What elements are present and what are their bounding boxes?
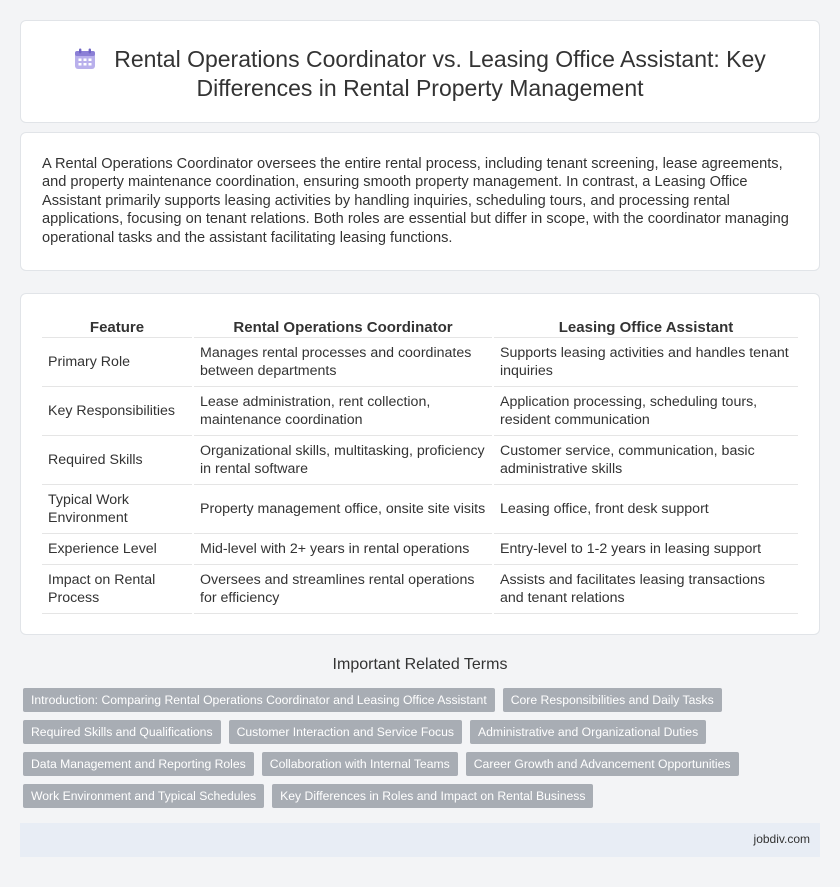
header-coordinator: Rental Operations Coordinator [193,315,493,337]
related-term-tag[interactable]: Administrative and Organizational Duties [470,720,706,744]
related-term-tag[interactable]: Customer Interaction and Service Focus [229,720,462,744]
assistant-cell: Supports leasing activities and handles tenant inquiries [493,337,798,386]
coordinator-cell: Lease administration, rent collection, maintenance coordination [193,386,493,435]
table-header-row [42,315,798,337]
coordinator-cell: Mid-level with 2+ years in rental operations [193,533,493,564]
related-term-tag[interactable]: Data Management and Reporting Roles [23,752,254,776]
coordinator-cell: Organizational skills, multitasking, proficiency in rental software [193,435,493,484]
page-title [21,45,819,103]
title-text: Rental Operations Coordinator vs. Leasing Office Assistant: Key Differences in Rental Property Management [114,46,766,101]
coordinator-cell: Oversees and streamlines rental operations for efficiency [193,564,493,613]
table-row [42,484,798,533]
related-term-tag[interactable]: Work Environment and Typical Schedules [23,784,264,808]
table-row [42,386,798,435]
assistant-cell: Assists and facilitates leasing transactions and tenant relations [493,564,798,613]
header-assistant: Leasing Office Assistant [493,315,798,337]
table-row [42,337,798,386]
feature-cell: Impact on Rental Process [42,564,193,613]
calendar-icon [74,48,96,70]
title-card [20,20,820,123]
feature-cell: Experience Level [42,533,193,564]
assistant-cell: Application processing, scheduling tours, resident communication [493,386,798,435]
header-feature: Feature [42,315,193,337]
comparison-card [20,293,820,635]
related-term-tag[interactable]: Career Growth and Advancement Opportunities [466,752,739,776]
footer-bar [20,823,820,857]
coordinator-cell: Manages rental processes and coordinates between departments [193,337,493,386]
intro-paragraph: A Rental Operations Coordinator oversees the entire rental process, including tenant screening, lease agreements, and property maintenance coordination, ensuring smooth property management. In contrast, a Leasing Office Assistant primarily supports leasing activities by handling inquiries, scheduling tours, and processing rental applications, focusing on tenant relations. Both roles are essential but differ in scope, with the coordinator managing operational tasks and the assistant facilitating leasing functions. [42,156,789,246]
feature-cell: Primary Role [42,337,193,386]
assistant-cell: Entry-level to 1-2 years in leasing support [493,533,798,564]
comparison-table [42,315,798,614]
table-row [42,564,798,613]
assistant-cell: Customer service, communication, basic administrative skills [493,435,798,484]
feature-cell: Typical Work Environment [42,484,193,533]
table-row [42,533,798,564]
footer-site-link[interactable]: jobdiv.com [753,832,810,846]
related-term-tag[interactable]: Required Skills and Qualifications [23,720,221,744]
related-term-tag[interactable]: Collaboration with Internal Teams [262,752,458,776]
intro-card [20,132,820,271]
related-terms-heading: Important Related Terms [332,656,508,673]
related-term-tag[interactable]: Core Responsibilities and Daily Tasks [503,688,722,712]
feature-cell: Required Skills [42,435,193,484]
related-term-tag[interactable]: Key Differences in Roles and Impact on Rental Business [272,784,593,808]
related-terms-list [23,688,823,816]
coordinator-cell: Property management office, onsite site visits [193,484,493,533]
related-term-tag[interactable]: Introduction: Comparing Rental Operations Coordinator and Leasing Office Assistant [23,688,495,712]
assistant-cell: Leasing office, front desk support [493,484,798,533]
feature-cell: Key Responsibilities [42,386,193,435]
table-row [42,435,798,484]
